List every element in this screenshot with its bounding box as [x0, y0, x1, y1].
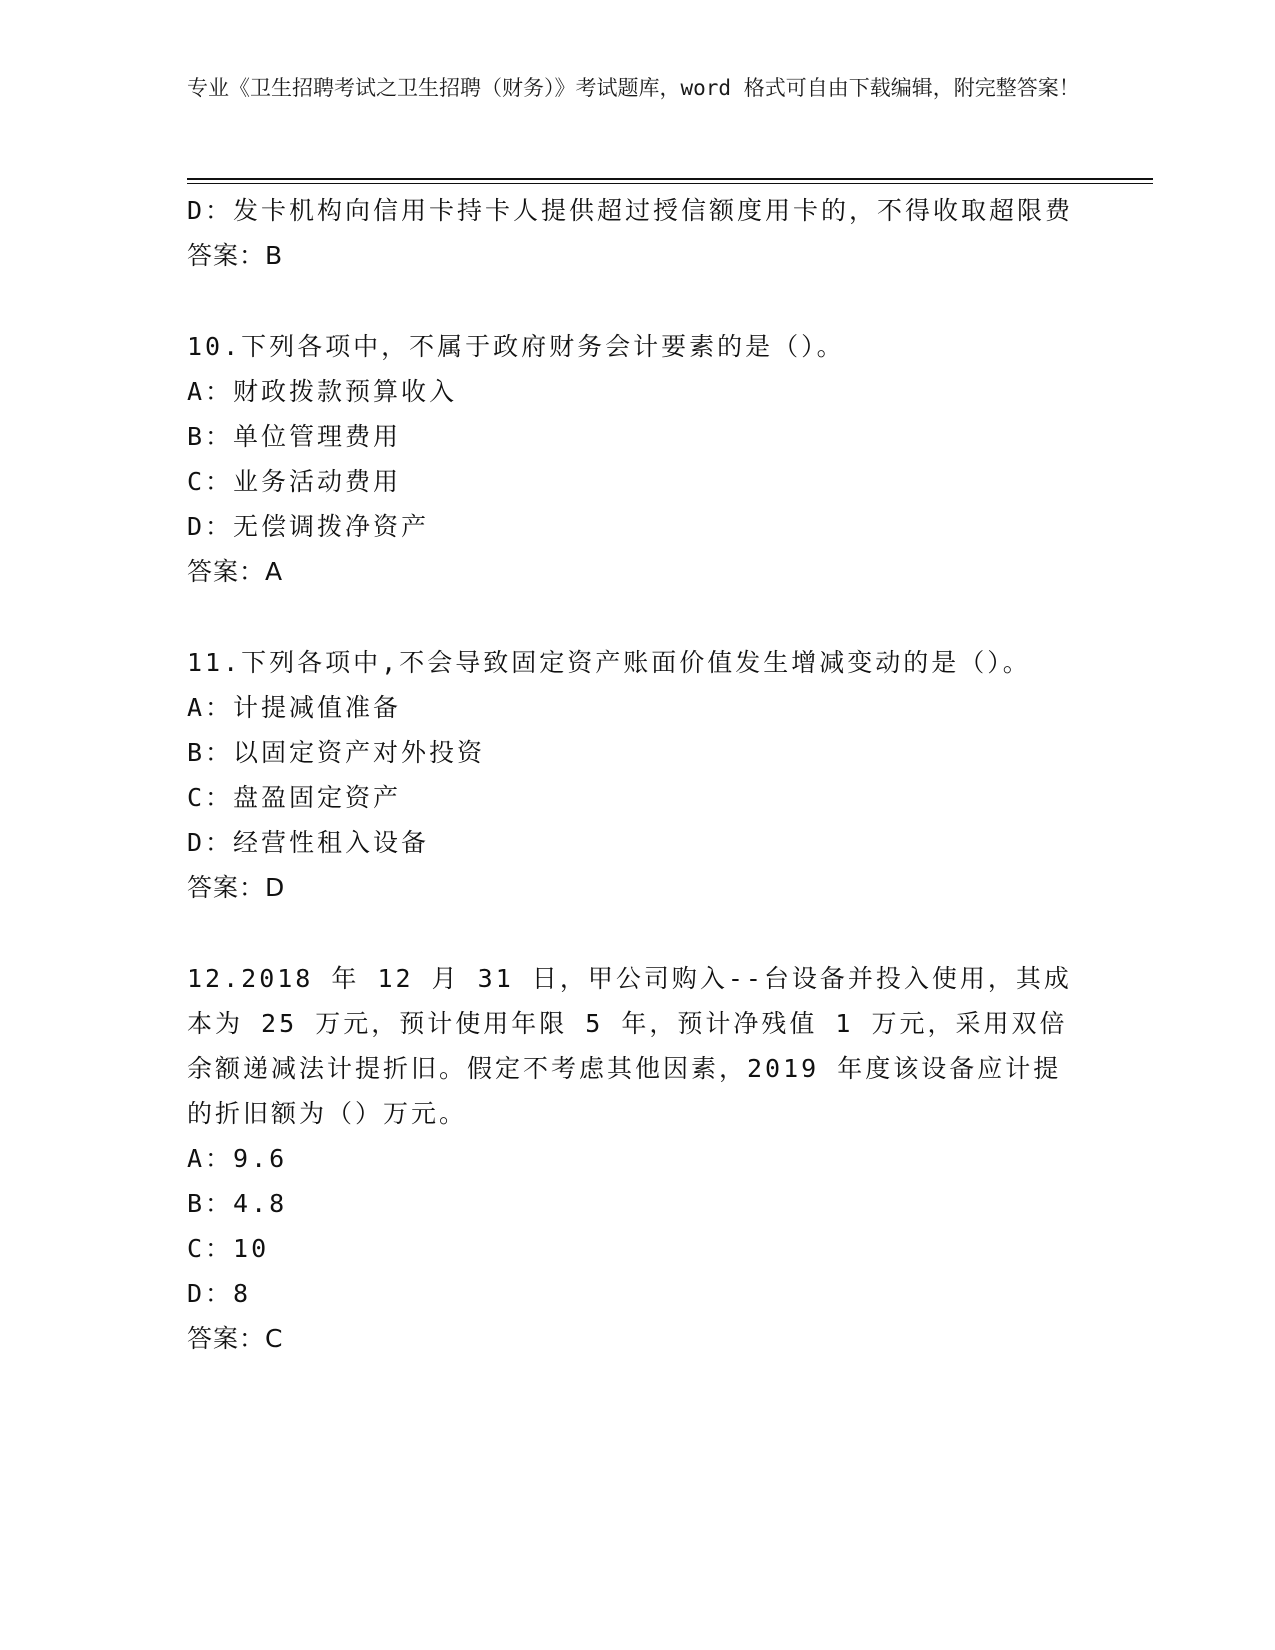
option-b: B：以固定资产对外投资	[187, 738, 486, 767]
option-c: C：10	[187, 1234, 270, 1263]
option-a: A：9.6	[187, 1144, 288, 1173]
option-b: B：4.8	[187, 1189, 288, 1218]
question-stem: 11.下列各项中,不会导致固定资产账面价值发生增减变动的是（）。	[187, 648, 1031, 677]
answer-line: 答案：D	[187, 873, 286, 902]
option-d: D：8	[187, 1279, 252, 1308]
spacer	[187, 594, 1087, 640]
option-b: B：单位管理费用	[187, 422, 402, 451]
option-d: D：无偿调拨净资产	[187, 512, 430, 541]
option-c: C：业务活动费用	[187, 467, 402, 496]
spacer	[187, 910, 1087, 956]
previous-question-tail	[187, 188, 1087, 278]
header-divider-thick	[187, 178, 1153, 180]
option-c: C：盘盈固定资产	[187, 783, 402, 812]
answer-line: 答案：C	[187, 1324, 284, 1353]
question-stem: 10.下列各项中，不属于政府财务会计要素的是（）。	[187, 332, 845, 361]
document-header: 专业《卫生招聘考试之卫生招聘（财务）》考试题库，word 格式可自由下载编辑，附完整答案！	[187, 76, 1080, 100]
option-a: A：计提减值准备	[187, 693, 402, 722]
question-11	[187, 640, 1087, 910]
question-stem: 12.2018 年 12 月 31 日，甲公司购入--台设备并投入使用，其成本为 25 万元，预计使用年限 5 年，预计净残值 1 万元，采用双倍余额递减法计提折旧。假定不考虑其他因素，2019 年度该设备应计提的折旧额为（）万元。	[187, 964, 1072, 1128]
option-a: A：财政拨款预算收入	[187, 377, 458, 406]
answer-line: 答案：A	[187, 557, 284, 586]
question-content	[187, 188, 1087, 1361]
option-d: D：发卡机构向信用卡持卡人提供超过授信额度用卡的，不得收取超限费	[187, 196, 1074, 225]
question-10	[187, 324, 1087, 594]
question-12	[187, 956, 1087, 1361]
option-d: D：经营性租入设备	[187, 828, 430, 857]
answer-line: 答案：B	[187, 241, 284, 270]
spacer	[187, 278, 1087, 324]
header-divider-thin	[187, 183, 1153, 184]
